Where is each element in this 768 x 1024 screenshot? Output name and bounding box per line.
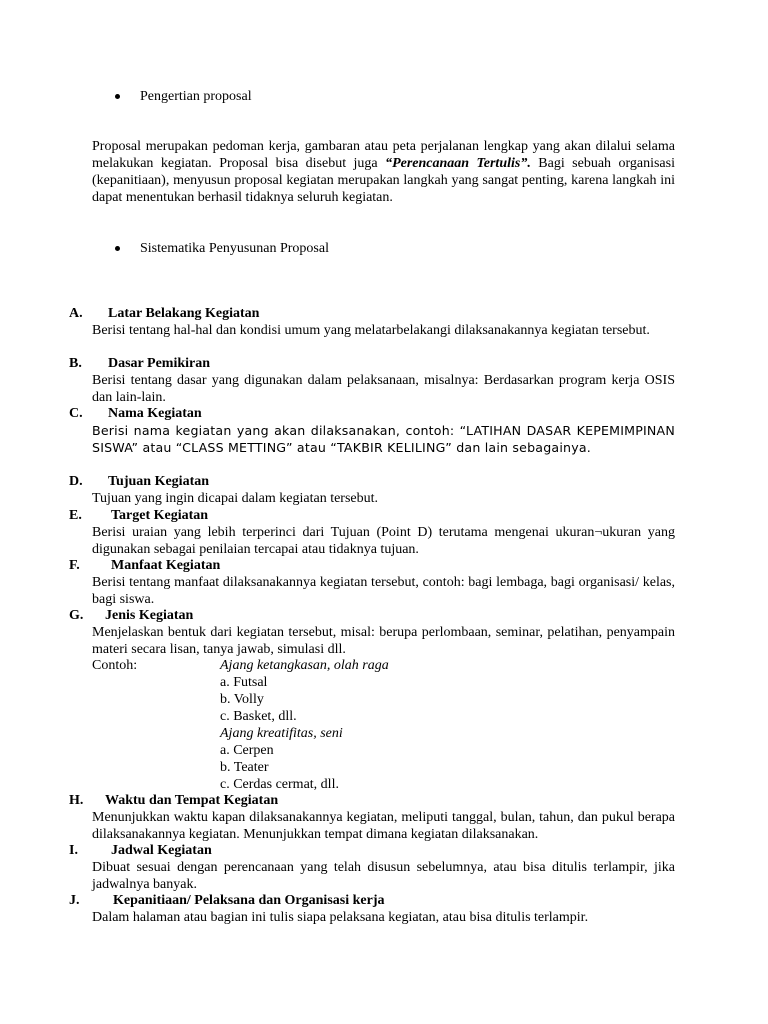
section-body: Menjelaskan bentuk dari kegiatan tersebut, misal: berupa perlombaan, seminar, pelatihan, penyampain materi secara lisan, tanya jawab, simulasi dll. bbox=[92, 625, 675, 657]
section-heading: Manfaat Kegiatan bbox=[111, 558, 221, 573]
bullet-icon bbox=[115, 94, 120, 99]
section-letter: B. bbox=[69, 356, 82, 371]
section-body: Tujuan yang ingin dicapai dalam kegiatan tersebut. bbox=[92, 491, 379, 506]
section-body: Dalam halaman atau bagian ini tulis siapa pelaksana kegiatan, atau bisa ditulis terlampir. bbox=[92, 910, 589, 925]
section-letter: I. bbox=[69, 843, 78, 858]
section-heading: Dasar Pemikiran bbox=[108, 356, 211, 371]
section-heading: Tujuan Kegiatan bbox=[108, 474, 210, 489]
bullet-icon bbox=[115, 246, 120, 251]
contoh-item: b. Volly bbox=[220, 692, 264, 707]
section-body: Berisi nama kegiatan yang akan dilaksanakan, contoh: “LATIHAN DASAR KEPEMIMPINAN SISWA” atau “CLASS METTING” atau “TAKBIR KELILING” dan lain sebagainya. bbox=[92, 423, 675, 455]
section-body: Dibuat sesuai dengan perencanaan yang telah disusun sebelumnya, atau bisa ditulis terlampir, jika jadwalnya banyak. bbox=[92, 860, 675, 892]
section-body: Berisi tentang manfaat dilaksanakannya kegiatan tersebut, contoh: bagi lembaga, bagi organisasi/ kelas, bagi siswa. bbox=[92, 575, 675, 607]
section-heading: Nama Kegiatan bbox=[108, 406, 202, 421]
section-letter: D. bbox=[69, 474, 83, 489]
section-letter: A. bbox=[69, 306, 83, 321]
section-heading: Jadwal Kegiatan bbox=[111, 843, 212, 858]
intro-emphasis: “Perencanaan Tertulis”. bbox=[385, 156, 531, 171]
section-letter: E. bbox=[69, 508, 82, 523]
contoh-item: c. Cerdas cermat, dll. bbox=[220, 777, 339, 792]
contoh-item: a. Cerpen bbox=[220, 743, 274, 758]
section-body: Berisi uraian yang lebih terperinci dari Tujuan (Point D) terutama mengenai ukuran¬ukuran yang digunakan sebagai penilaian tercapai atau tidaknya tujuan. bbox=[92, 525, 675, 557]
contoh-group-title: Ajang ketangkasan, olah raga bbox=[220, 658, 389, 673]
section-letter: H. bbox=[69, 793, 84, 808]
contoh-label: Contoh: bbox=[92, 658, 138, 673]
section-heading: Waktu dan Tempat Kegiatan bbox=[105, 793, 279, 808]
section-heading: Latar Belakang Kegiatan bbox=[108, 306, 260, 321]
bullet-text: Sistematika Penyusunan Proposal bbox=[140, 241, 329, 256]
contoh-group-title: Ajang kreatifitas, seni bbox=[220, 726, 343, 741]
bullet-text: Pengertian proposal bbox=[140, 89, 252, 104]
intro-text-end: Bagi sebuah organisasi (kepanitiaan), menyusun proposal kegiatan merupakan langkah yang sangat penting, karena langkah ini dapat menentukan berhasil tidaknya seluruh kegiatan. bbox=[92, 156, 675, 205]
section-letter: G. bbox=[69, 608, 84, 623]
section-heading: Jenis Kegiatan bbox=[105, 608, 194, 623]
section-body: Berisi tentang dasar yang digunakan dalam pelaksanaan, misalnya: Berdasarkan program kerja OSIS dan lain-lain. bbox=[92, 373, 675, 405]
contoh-item: c. Basket, dll. bbox=[220, 709, 297, 724]
intro-text: Proposal merupakan pedoman kerja, gambaran atau peta perjalanan lengkap yang akan dilalui selama melakukan kegiatan. Proposal bisa disebut juga bbox=[92, 139, 675, 171]
section-letter: C. bbox=[69, 406, 83, 421]
section-heading: Target Kegiatan bbox=[111, 508, 209, 523]
section-letter: F. bbox=[69, 558, 80, 573]
section-body: Menunjukkan waktu kapan dilaksanakannya kegiatan, meliputi tanggal, bulan, tahun, dan pukul berapa dilaksanakannya kegiatan. Menunjukkan tempat dimana kegiatan dilaksanakan. bbox=[92, 810, 675, 842]
section-heading: Kepanitiaan/ Pelaksana dan Organisasi kerja bbox=[113, 893, 385, 908]
contoh-item: b. Teater bbox=[220, 760, 269, 775]
contoh-item: a. Futsal bbox=[220, 675, 268, 690]
section-body: Berisi tentang hal-hal dan kondisi umum yang melatarbelakangi dilaksanakannya kegiatan tersebut. bbox=[92, 323, 650, 338]
intro-paragraph bbox=[92, 138, 675, 206]
section-letter: J. bbox=[69, 893, 80, 908]
